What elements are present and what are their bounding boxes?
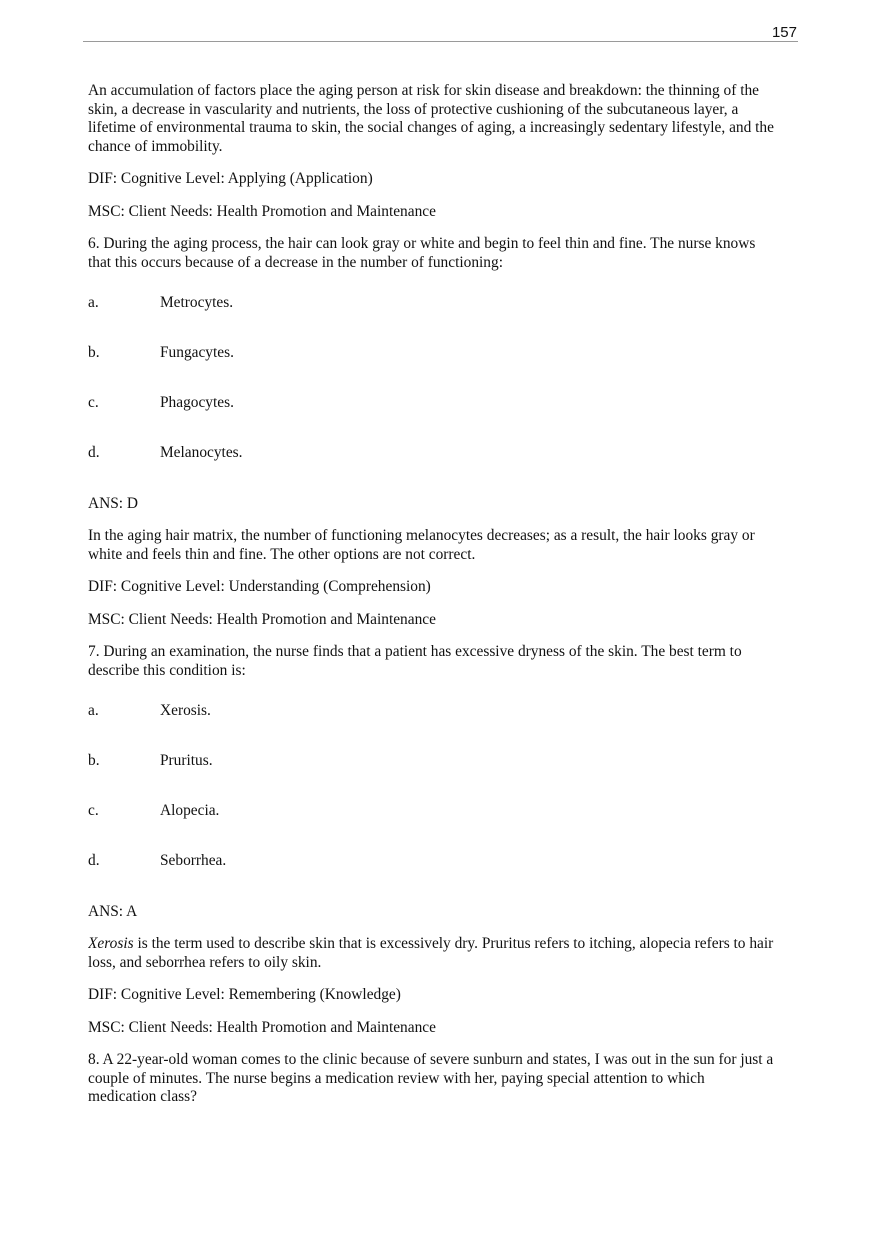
intro-rationale xyxy=(88,82,798,156)
option-letter: b. xyxy=(88,344,100,361)
text-line: 8. A 22-year-old woman comes to the clinic because of severe sunburn and states, I was out in the sun for just a xyxy=(88,1051,774,1068)
option-text: Xerosis. xyxy=(160,702,211,719)
text-line: lifetime of environmental trauma to skin, the social changes of aging, a increasingly sedentary lifestyle, and the xyxy=(88,119,774,136)
option-b xyxy=(88,752,798,771)
question-7-rationale xyxy=(88,935,798,972)
option-letter: a. xyxy=(88,294,99,311)
text-line: 7. During an examination, the nurse finds that a patient has excessive dryness of the skin. The best term to xyxy=(88,643,742,660)
text-line: loss, and seborrhea refers to oily skin. xyxy=(88,953,322,971)
question-6-rationale xyxy=(88,527,798,564)
option-letter: d. xyxy=(88,852,100,869)
rationale-term: Xerosis xyxy=(88,935,134,952)
question-7-msc: MSC: Client Needs: Health Promotion and Maintenance xyxy=(88,1018,436,1036)
option-a xyxy=(88,702,798,721)
option-text: Metrocytes. xyxy=(160,294,234,311)
page-number: 157 xyxy=(771,24,797,41)
option-letter: b. xyxy=(88,752,100,769)
option-letter: c. xyxy=(88,802,99,819)
question-7-dif: DIF: Cognitive Level: Remembering (Knowledge) xyxy=(88,986,401,1003)
option-b xyxy=(88,344,798,363)
text-line: couple of minutes. The nurse begins a medication review with her, paying special attention to which xyxy=(88,1069,705,1087)
text-line: 6. During the aging process, the hair can look gray or white and begin to feel thin and fine. The nurse knows xyxy=(88,235,756,252)
question-6-stem xyxy=(88,235,798,272)
rationale-text: is the term used to describe skin that is excessively dry. Pruritus refers to itching, alopecia refers to hair xyxy=(133,935,774,952)
text-line: An accumulation of factors place the aging person at risk for skin disease and breakdown: the thinning of the xyxy=(88,82,760,99)
option-text: Fungacytes. xyxy=(160,344,234,361)
text-line: In the aging hair matrix, the number of functioning melanocytes decreases; as a result, the hair looks gray or xyxy=(88,527,755,544)
option-text: Seborrhea. xyxy=(160,852,227,869)
option-text: Phagocytes. xyxy=(160,394,234,411)
option-letter: c. xyxy=(88,394,99,411)
question-6-msc: MSC: Client Needs: Health Promotion and Maintenance xyxy=(88,610,436,628)
option-text: Alopecia. xyxy=(160,802,220,819)
text-line: describe this condition is: xyxy=(88,661,246,679)
question-8-stem xyxy=(88,1051,798,1107)
text-line xyxy=(88,935,798,954)
question-7-stem xyxy=(88,643,798,680)
option-letter: d. xyxy=(88,444,100,461)
question-6-options xyxy=(88,294,798,463)
document-body xyxy=(88,82,798,1107)
question-7-answer: ANS: A xyxy=(88,902,138,920)
option-letter: a. xyxy=(88,702,99,719)
text-line: skin, a decrease in vascularity and nutrients, the loss of protective cushioning of the subcutaneous layer, a xyxy=(88,100,739,118)
question-6-answer: ANS: D xyxy=(88,494,139,512)
text-line: that this occurs because of a decrease in the number of functioning: xyxy=(88,253,503,271)
option-d xyxy=(88,852,798,871)
header-rule xyxy=(83,41,798,42)
text-line: medication class? xyxy=(88,1088,197,1105)
intro-dif: DIF: Cognitive Level: Applying (Application) xyxy=(88,170,373,187)
question-6-dif: DIF: Cognitive Level: Understanding (Comprehension) xyxy=(88,578,431,595)
intro-msc: MSC: Client Needs: Health Promotion and Maintenance xyxy=(88,202,436,220)
option-c xyxy=(88,394,798,413)
option-a xyxy=(88,294,798,313)
option-d xyxy=(88,444,798,463)
option-text: Pruritus. xyxy=(160,752,213,769)
option-c xyxy=(88,802,798,821)
text-line: white and feels thin and fine. The other options are not correct. xyxy=(88,545,476,563)
question-7-options xyxy=(88,702,798,871)
text-line: chance of immobility. xyxy=(88,137,223,155)
option-text: Melanocytes. xyxy=(160,444,243,461)
